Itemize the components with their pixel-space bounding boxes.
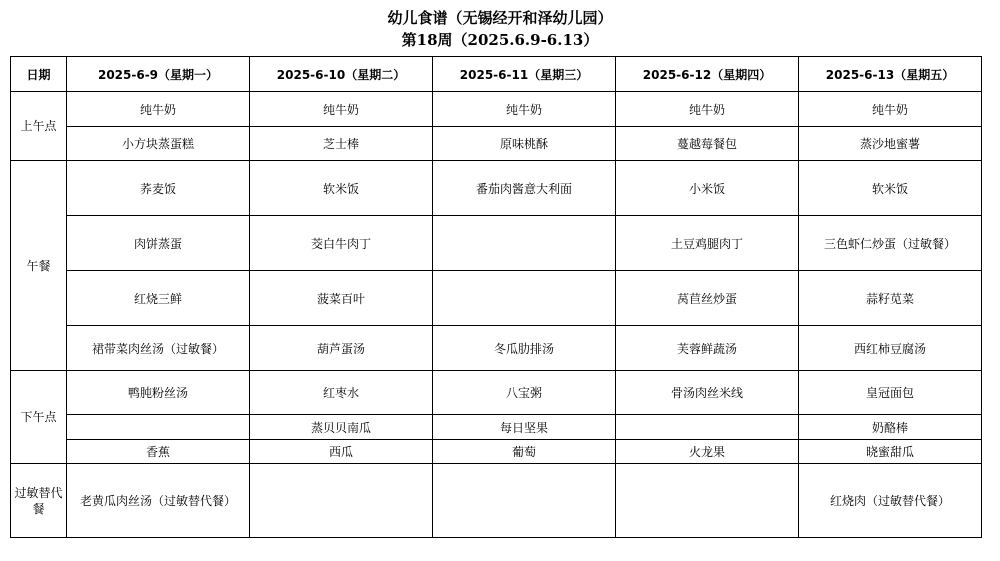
menu-cell: 葡萄 xyxy=(433,440,616,464)
menu-cell: 老黄瓜肉丝汤（过敏替代餐） xyxy=(67,464,250,538)
menu-cell xyxy=(433,216,616,271)
menu-cell: 纯牛奶 xyxy=(616,92,799,127)
menu-cell: 莴苣丝炒蛋 xyxy=(616,271,799,326)
menu-cell: 三色虾仁炒蛋（过敏餐） xyxy=(799,216,982,271)
menu-cell: 每日坚果 xyxy=(433,415,616,440)
category-afternoon: 下午点 xyxy=(11,371,67,464)
menu-cell: 裙带菜肉丝汤（过敏餐） xyxy=(67,326,250,371)
menu-cell: 皇冠面包 xyxy=(799,371,982,415)
menu-cell xyxy=(433,464,616,538)
menu-cell: 蔓越莓餐包 xyxy=(616,127,799,161)
menu-cell: 八宝粥 xyxy=(433,371,616,415)
menu-cell xyxy=(250,464,433,538)
menu-cell xyxy=(616,415,799,440)
table-row xyxy=(11,216,982,271)
menu-cell: 蒜籽苋菜 xyxy=(799,271,982,326)
menu-cell: 菠菜百叶 xyxy=(250,271,433,326)
menu-cell: 纯牛奶 xyxy=(250,92,433,127)
menu-cell: 番茄肉酱意大利面 xyxy=(433,161,616,216)
menu-cell: 西瓜 xyxy=(250,440,433,464)
menu-cell: 小方块蒸蛋糕 xyxy=(67,127,250,161)
menu-cell: 火龙果 xyxy=(616,440,799,464)
day-header-thu: 2025-6-12（星期四） xyxy=(616,57,799,92)
table-row xyxy=(11,161,982,216)
page-title: 幼儿食谱（无锡经开和泽幼儿园） xyxy=(387,9,613,27)
menu-cell xyxy=(616,464,799,538)
menu-cell: 土豆鸡腿肉丁 xyxy=(616,216,799,271)
table-row xyxy=(11,326,982,371)
menu-cell: 红枣水 xyxy=(250,371,433,415)
day-header-wed: 2025-6-11（星期三） xyxy=(433,57,616,92)
menu-cell: 纯牛奶 xyxy=(67,92,250,127)
menu-cell: 原味桃酥 xyxy=(433,127,616,161)
table-row xyxy=(11,271,982,326)
menu-cell: 奶酪棒 xyxy=(799,415,982,440)
day-header-mon: 2025-6-9（星期一） xyxy=(67,57,250,92)
menu-cell: 芝士棒 xyxy=(250,127,433,161)
menu-cell: 软米饭 xyxy=(799,161,982,216)
table-row xyxy=(11,371,982,415)
table-row xyxy=(11,440,982,464)
table-row xyxy=(11,464,982,538)
day-header-tue: 2025-6-10（星期二） xyxy=(250,57,433,92)
menu-cell: 西红柿豆腐汤 xyxy=(799,326,982,371)
table-row xyxy=(11,415,982,440)
menu-cell xyxy=(433,271,616,326)
menu-cell: 红烧三鲜 xyxy=(67,271,250,326)
menu-cell: 软米饭 xyxy=(250,161,433,216)
category-morning: 上午点 xyxy=(11,92,67,161)
menu-table xyxy=(10,56,982,538)
menu-cell: 红烧肉（过敏替代餐） xyxy=(799,464,982,538)
menu-cell: 芙蓉鲜蔬汤 xyxy=(616,326,799,371)
date-header: 日期 xyxy=(11,57,67,92)
table-row xyxy=(11,92,982,127)
category-lunch: 午餐 xyxy=(11,161,67,371)
menu-cell: 荞麦饭 xyxy=(67,161,250,216)
menu-cell: 骨汤肉丝米线 xyxy=(616,371,799,415)
menu-cell: 蒸贝贝南瓜 xyxy=(250,415,433,440)
menu-cell: 小米饭 xyxy=(616,161,799,216)
day-header-fri: 2025-6-13（星期五） xyxy=(799,57,982,92)
table-row xyxy=(11,127,982,161)
menu-cell: 冬瓜肋排汤 xyxy=(433,326,616,371)
menu-cell xyxy=(67,415,250,440)
menu-cell: 肉饼蒸蛋 xyxy=(67,216,250,271)
menu-cell: 香蕉 xyxy=(67,440,250,464)
menu-cell: 鸭肫粉丝汤 xyxy=(67,371,250,415)
menu-cell: 晓蜜甜瓜 xyxy=(799,440,982,464)
menu-cell: 葫芦蛋汤 xyxy=(250,326,433,371)
menu-cell: 纯牛奶 xyxy=(433,92,616,127)
page-subtitle: 第18周（2025.6.9-6.13） xyxy=(401,31,599,49)
menu-cell: 蒸沙地蜜薯 xyxy=(799,127,982,161)
header-row xyxy=(11,57,982,92)
menu-cell: 纯牛奶 xyxy=(799,92,982,127)
menu-cell: 茭白牛肉丁 xyxy=(250,216,433,271)
category-allergy: 过敏替代餐 xyxy=(11,464,67,538)
